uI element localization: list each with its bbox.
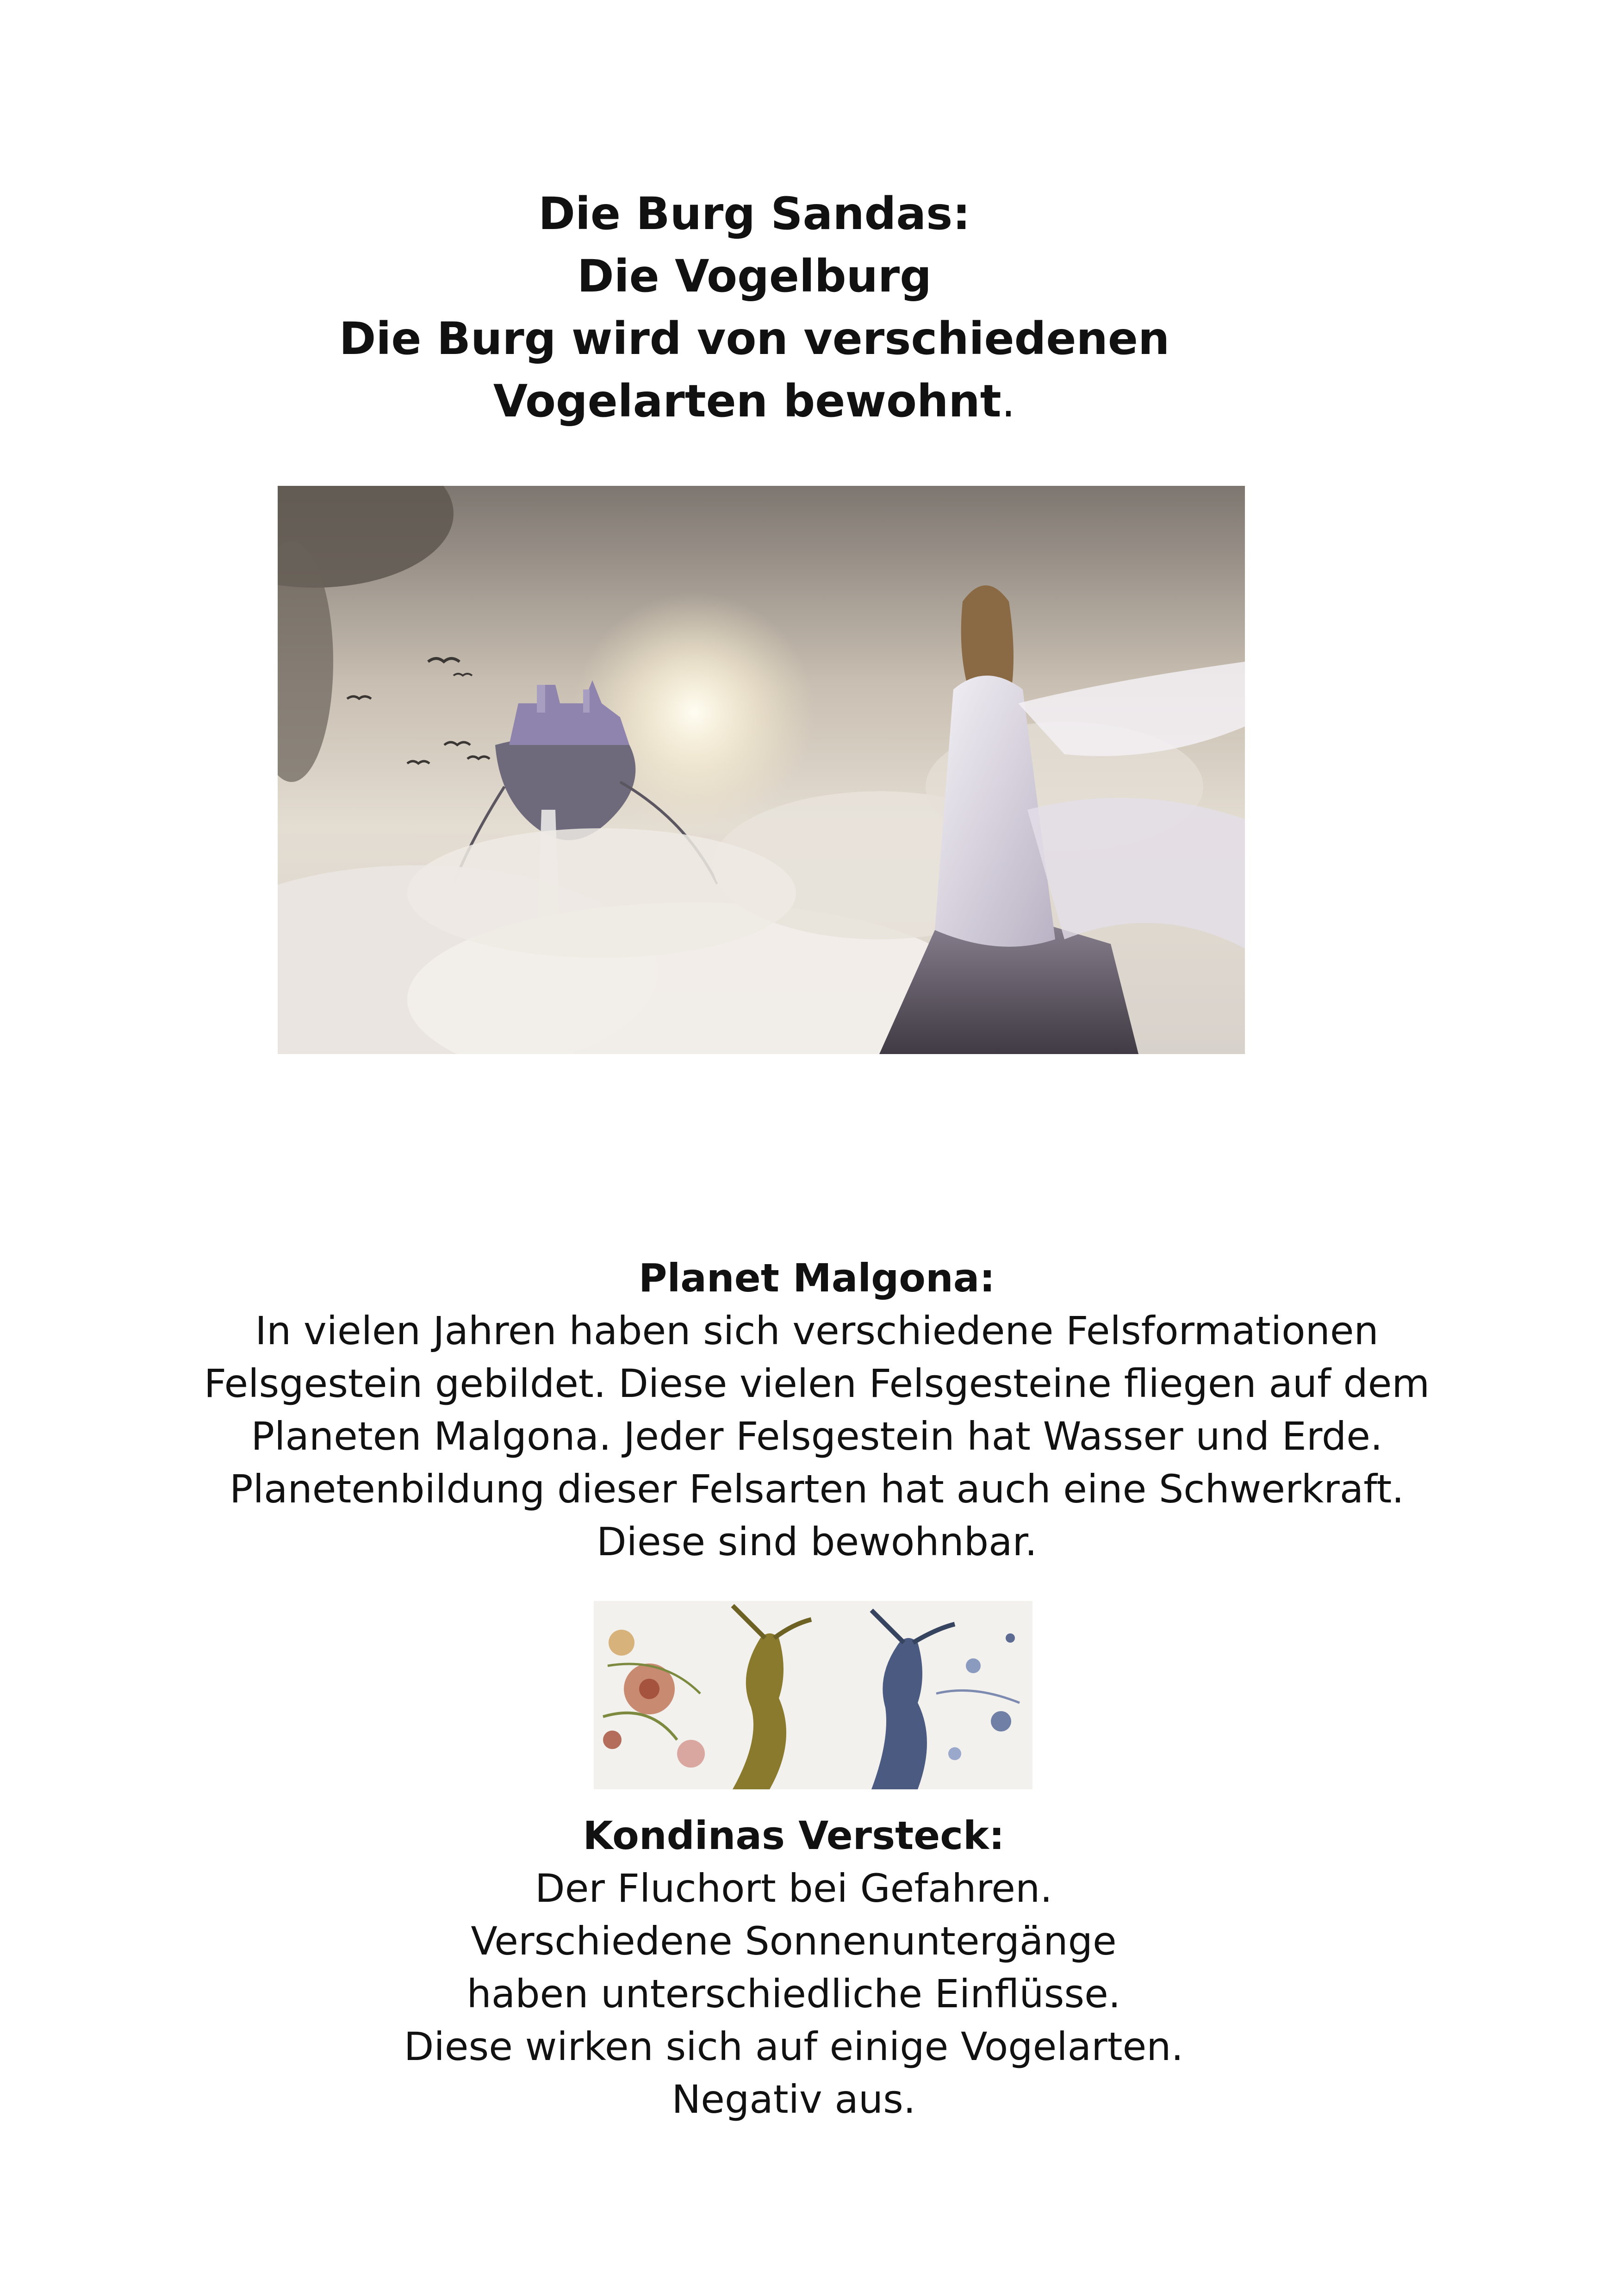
- castle-title-line-2: Die Vogelburg: [577, 250, 932, 302]
- kondina-line-3: haben unterschiedliche Einflüsse.: [466, 1971, 1121, 2017]
- castle-title-period: .: [1001, 375, 1016, 427]
- malgona-line-1: In vielen Jahren haben sich verschiedene Felsformationen: [255, 1308, 1379, 1353]
- tree-dancers-illustration: [594, 1601, 1032, 1789]
- floating-castle-illustration: [278, 486, 1245, 1054]
- kondina-section: [370, 1809, 1217, 2126]
- kondina-line-2: Verschiedene Sonnenuntergänge: [471, 1918, 1117, 1964]
- tree-dancers-image: [594, 1601, 1032, 1789]
- floating-castle-image: [278, 486, 1245, 1054]
- kondina-line-1: Der Fluchort bei Gefahren.: [535, 1866, 1052, 1911]
- castle-title-line-3: Die Burg wird von verschiedenen: [339, 313, 1170, 365]
- castle-title-line-4: [315, 370, 1194, 433]
- kondina-line-4: Diese wirken sich auf einige Vogelarten.: [404, 2024, 1184, 2069]
- malgona-line-3: Planeten Malgona. Jeder Felsgestein hat Wasser und Erde.: [251, 1414, 1383, 1459]
- castle-title: [315, 183, 1194, 433]
- malgona-heading: Planet Malgona:: [638, 1255, 995, 1301]
- malgona-line-5: Diese sind bewohnbar.: [596, 1519, 1038, 1564]
- castle-title-line-1: Die Burg Sandas:: [538, 188, 970, 240]
- castle-title-line-4-text: Vogelarten bewohnt: [493, 375, 1001, 427]
- kondina-line-5: Negativ aus.: [672, 2077, 916, 2122]
- malgona-section: [176, 1252, 1458, 1568]
- kondina-heading: Kondinas Versteck:: [583, 1813, 1005, 1858]
- malgona-line-4: Planetenbildung dieser Felsarten hat auch eine Schwerkraft.: [229, 1466, 1404, 1512]
- malgona-line-2: Felsgestein gebildet. Diese vielen Felsgesteine fliegen auf dem: [204, 1361, 1430, 1406]
